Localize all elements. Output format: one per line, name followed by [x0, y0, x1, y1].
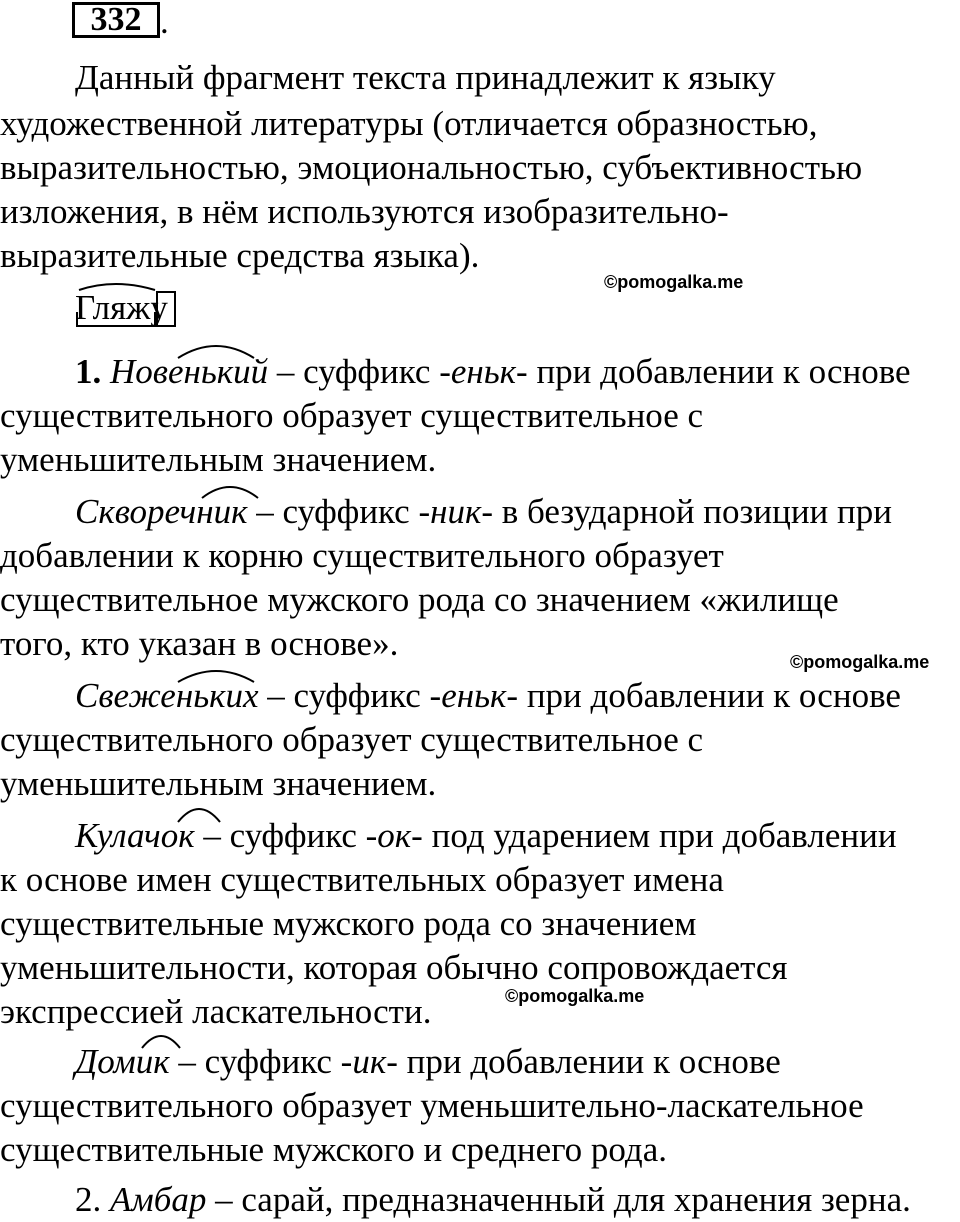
item-line: уменьшительным значением.	[0, 440, 437, 479]
item-line: 2. Амбар – сарай, предназначенный для хранения зерна.	[75, 1180, 911, 1219]
item-line: 1. Новенький – суффикс -еньк- при добавлении к основе	[75, 352, 911, 391]
suffix-arc-icon	[176, 664, 256, 684]
item-line: существительные мужского и среднего рода.	[0, 1130, 668, 1169]
analyzed-word: Свеженьких	[75, 676, 259, 715]
watermark: ©pomogalka.me	[505, 986, 645, 1006]
item-line: существительного образует уменьшительно-ласкательное	[0, 1086, 864, 1125]
analyzed-word: Кулачок	[75, 816, 195, 855]
intro-line: художественной литературы (отличается образностью,	[0, 104, 818, 143]
suffix-arc-icon	[200, 480, 260, 500]
suffix-arc-icon	[176, 802, 222, 824]
item-line: Домик – суффикс -ик- при добавлении к основе	[75, 1042, 781, 1081]
item-line: существительного образует существительное с	[0, 396, 704, 435]
item-line: уменьшительности, которая обычно сопровождается	[0, 948, 788, 987]
analyzed-word: Домик	[75, 1042, 170, 1081]
item-line: уменьшительным значением.	[0, 764, 437, 803]
item-line: существительного образует существительное с	[0, 720, 704, 759]
intro-line: выразительные средства языка).	[0, 236, 480, 275]
item-line: Свеженьких – суффикс -еньк- при добавлении к основе	[75, 676, 901, 715]
stem-bracket-icon	[75, 282, 185, 334]
intro-line: изложения, в нём используются изобразительно-	[0, 192, 729, 231]
suffix-arc-icon	[176, 338, 256, 360]
intro-line: Данный фрагмент текста принадлежит к языку	[75, 58, 776, 97]
item-line: к основе имен существительных образует имена	[0, 860, 724, 899]
watermark: ©pomogalka.me	[604, 272, 744, 292]
parse-word-stem: Гляжу	[75, 288, 168, 327]
intro-line: выразительностью, эмоциональностью, субъективностью	[0, 148, 863, 187]
analyzed-word: Амбар	[110, 1180, 207, 1219]
watermark: ©pomogalka.me	[790, 652, 930, 672]
item-line: того, кто указан в основе».	[0, 624, 399, 663]
suffix-arc-icon	[140, 1030, 182, 1050]
item-line: существительные мужского рода со значением	[0, 904, 697, 943]
exercise-number-box	[72, 2, 160, 38]
item-line: существительное мужского рода со значением «жилище	[0, 580, 839, 619]
item-line: экспрессией ласкательности.	[0, 992, 432, 1031]
item-line: Скворечник – суффикс -ник- в безударной позиции при	[75, 492, 892, 531]
item-line: Кулачок – суффикс -ок- под ударением при добавлении	[75, 816, 897, 855]
exercise-number-dot: .	[160, 2, 169, 41]
word-parse	[75, 282, 185, 334]
item-line: добавлении к корню существительного образует	[0, 536, 724, 575]
analyzed-word: Новенький	[110, 352, 269, 391]
exercise-number: 332	[90, 1, 142, 38]
analyzed-word: Скворечник	[75, 492, 248, 531]
